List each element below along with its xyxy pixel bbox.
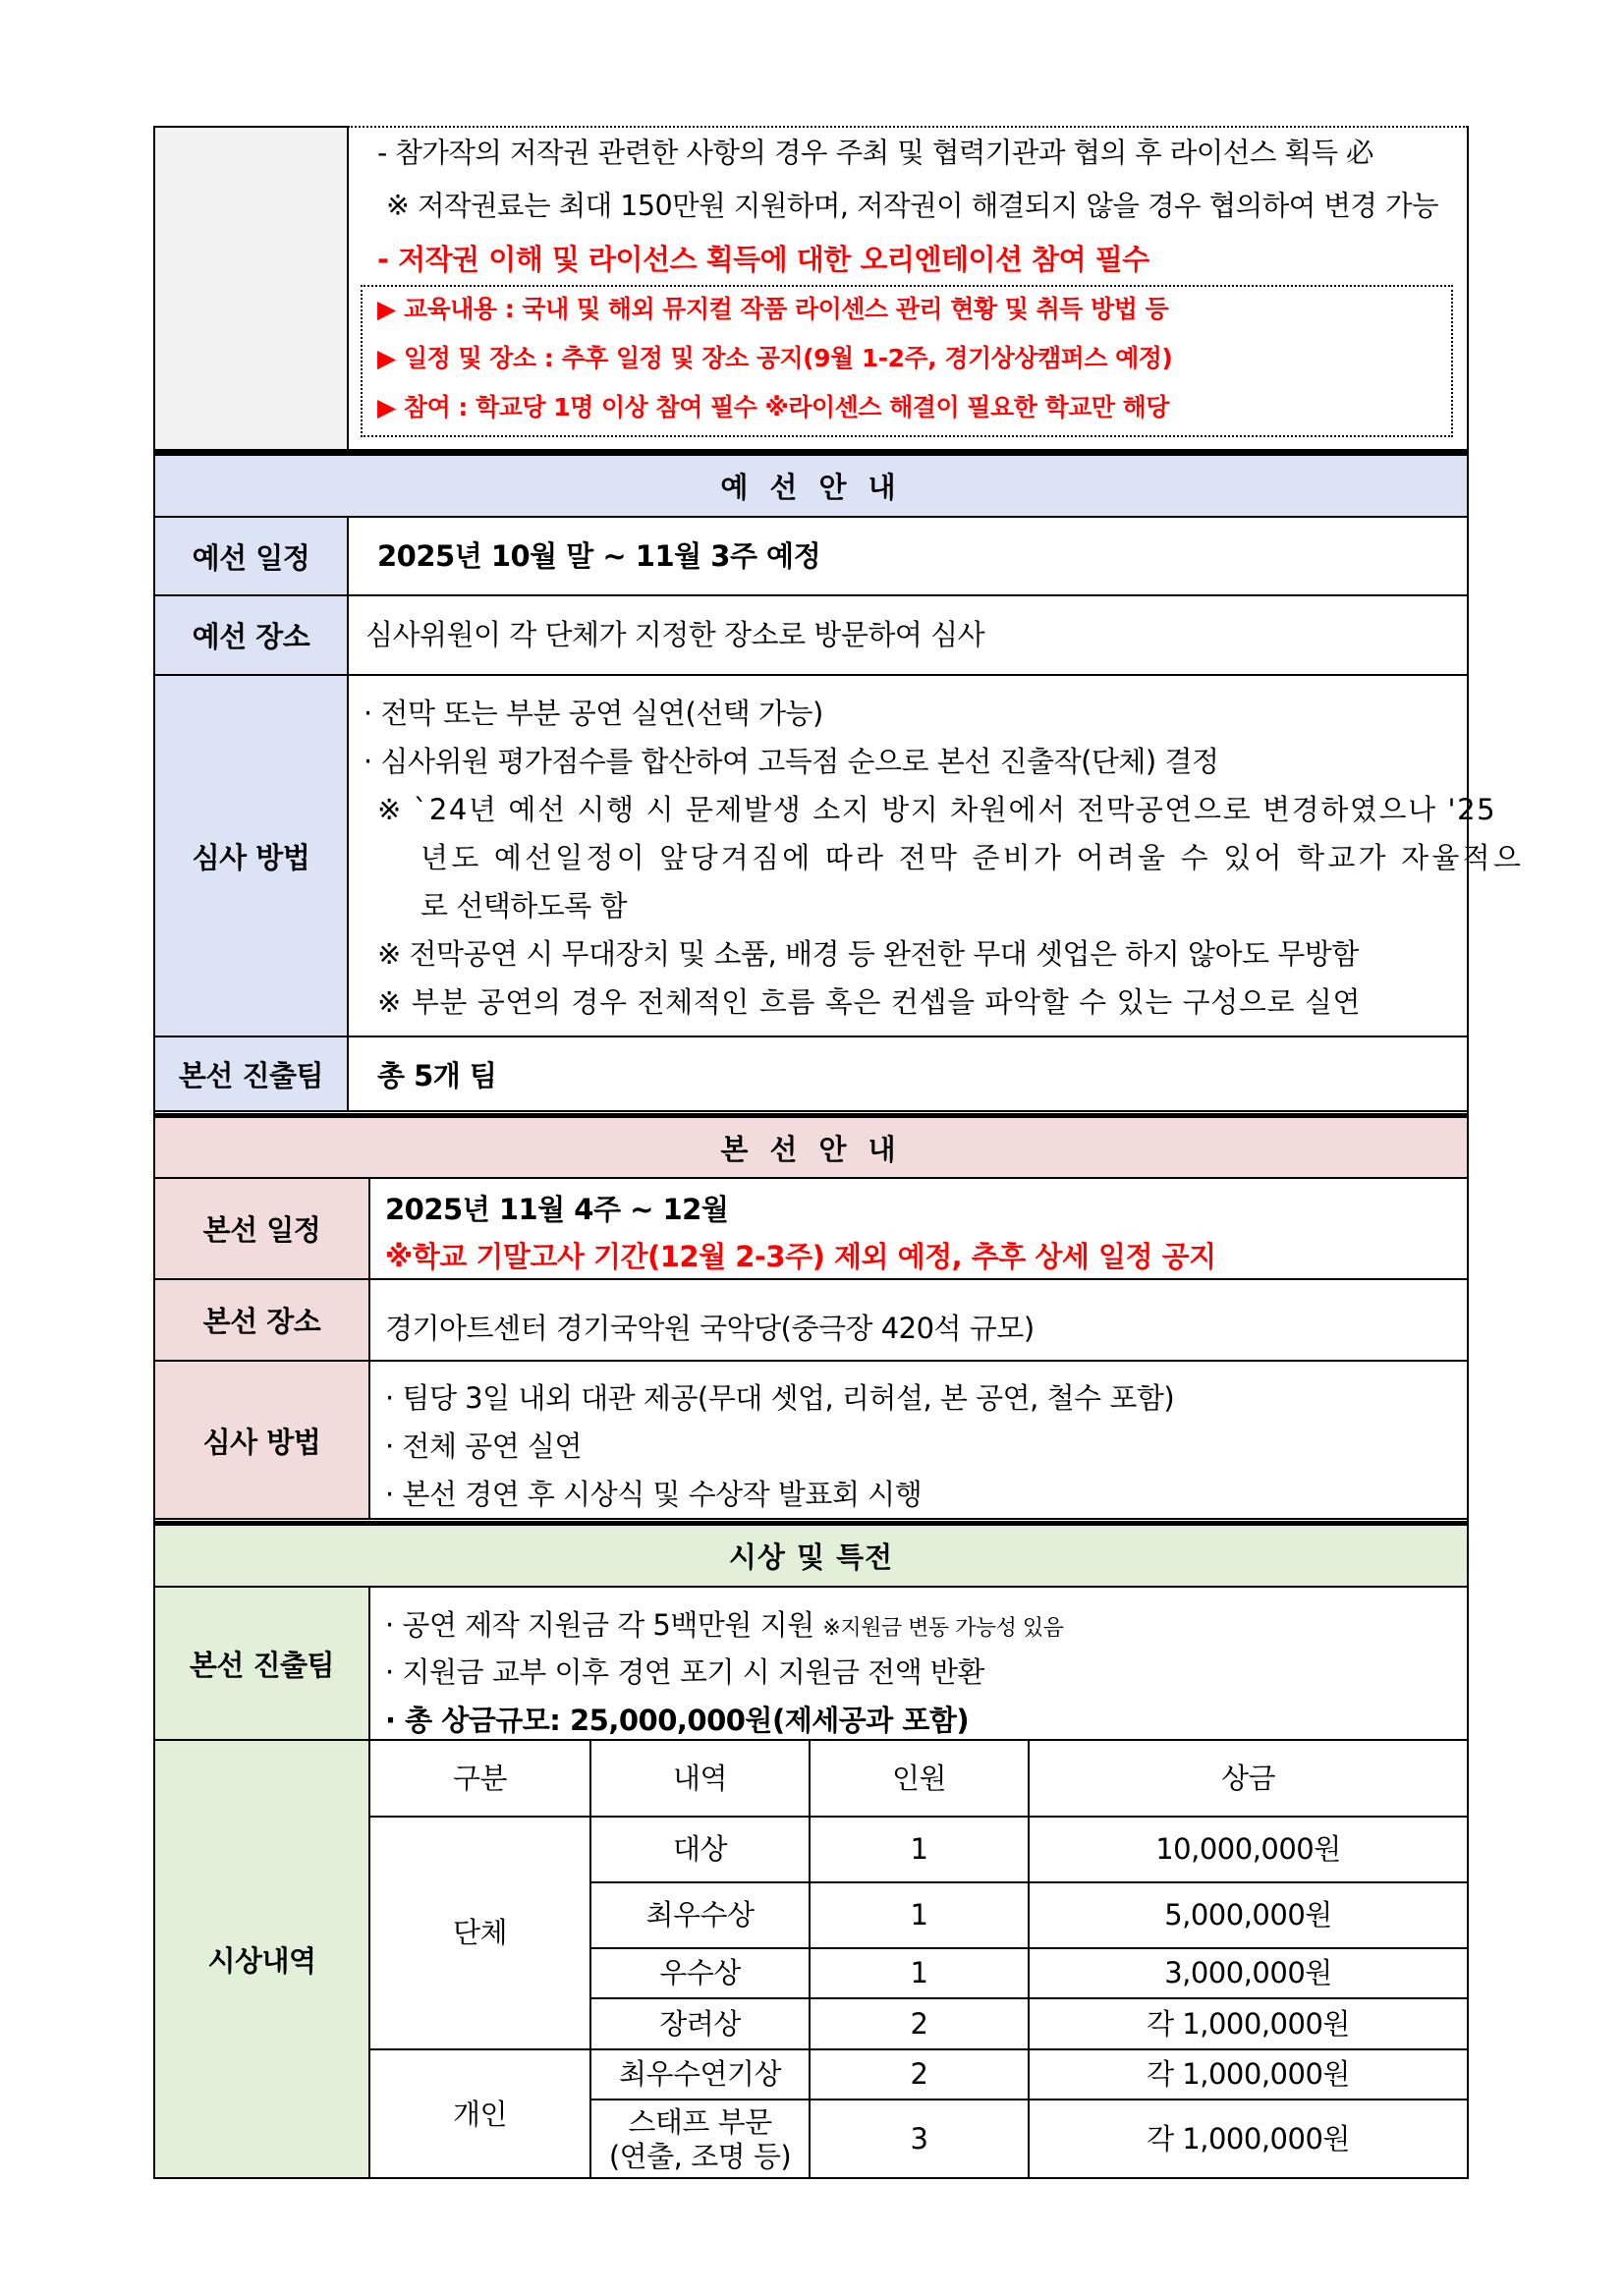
final-method-line-3: · 본선 경연 후 시상식 및 수상작 발표회 시행 <box>385 1478 923 1511</box>
awards-total-prize: · 총 상금규모: 25,000,000원(제세공과 포함) <box>385 1704 970 1737</box>
prize-row-amount: 각 1,000,000원 <box>1147 2057 1350 2092</box>
row-divider <box>153 1036 1469 1037</box>
prize-award-name: 최우수연기상 <box>618 2057 782 2092</box>
prize-row-award <box>591 1949 809 1997</box>
prize-header-category: 구분 <box>452 1761 508 1795</box>
final-schedule-value: 2025년 11월 4주 ~ 12월 <box>385 1193 729 1226</box>
prize-award-name: 최우수상 <box>645 1898 755 1932</box>
prize-row-award <box>591 1999 809 2048</box>
prize-row-count: 1 <box>910 1832 928 1867</box>
preliminary-finalists-value: 총 5개 팀 <box>377 1059 497 1092</box>
final-section-header: 본 선 안 내 <box>155 1118 1467 1177</box>
copyright-label-cell <box>154 127 347 450</box>
prize-row-amount: 10,000,000원 <box>1155 1832 1341 1867</box>
prize-award-name: 스태프 부문 <box>628 2104 772 2139</box>
awards-section-header: 시상 및 특전 <box>155 1526 1467 1586</box>
col-divider-prize-3 <box>1028 1739 1030 2179</box>
awards-finalists-line-1 <box>385 1608 1064 1642</box>
preliminary-method-note-1-cont2: 로 선택하도록 함 <box>420 889 628 923</box>
section-divider-thin <box>153 1518 1469 1520</box>
preliminary-section-header: 예 선 안 내 <box>155 456 1467 516</box>
preliminary-venue-value: 심사위원이 각 단체가 지정한 장소로 방문하여 심사 <box>365 618 985 651</box>
final-venue-label: 본선 장소 <box>155 1280 368 1360</box>
col-divider-prize-1 <box>589 1739 591 2179</box>
prize-award-sub: (연출, 조명 등) <box>608 2139 792 2173</box>
final-schedule-note: ※학교 기말고사 기간(12월 2-3주) 제외 예정, 추후 상세 일정 공지 <box>385 1240 1216 1273</box>
col-divider-preliminary <box>347 516 349 1111</box>
row-divider <box>153 594 1469 596</box>
table-bottom-border <box>153 2177 1469 2179</box>
prize-row-award <box>591 2050 809 2099</box>
prize-award-name: 장려상 <box>659 2006 741 2041</box>
prize-group-individual: 개인 <box>452 2097 508 2131</box>
orientation-education-content: ▶ 교육내용 : 국내 및 해외 뮤지컬 작품 라이센스 관리 현황 및 취득 방법 등 <box>377 295 1169 323</box>
prize-row-amount: 3,000,000원 <box>1164 1956 1332 1990</box>
orientation-schedule-venue: ▶ 일정 및 장소 : 추후 일정 및 장소 공지(9월 1-2주, 경기상상캠퍼스 예정) <box>377 344 1173 372</box>
prize-header-count: 인원 <box>891 1761 947 1795</box>
prize-row-count: 2 <box>910 2057 928 2092</box>
prize-row-count: 1 <box>910 1898 928 1932</box>
prize-award-name: 대상 <box>672 1832 728 1867</box>
support-fund-note: ※지원금 변동 가능성 있음 <box>822 1616 1064 1641</box>
prize-row-award <box>591 1883 809 1947</box>
prize-header-amount: 상금 <box>1220 1761 1276 1795</box>
prize-award-name: 우수상 <box>659 1956 741 1990</box>
final-method-label: 심사 방법 <box>155 1362 368 1519</box>
preliminary-method-note-2: ※ 전막공연 시 무대장치 및 소품, 배경 등 완전한 무대 셋업은 하지 않아도 무방함 <box>377 937 1359 971</box>
section-divider-thin <box>153 1110 1469 1112</box>
col-divider-prize-2 <box>809 1739 811 2179</box>
preliminary-method-label: 심사 방법 <box>155 676 347 1036</box>
prize-row-award <box>591 2100 809 2178</box>
row-divider <box>153 674 1469 676</box>
final-method-line-2: · 전체 공연 실연 <box>385 1429 582 1463</box>
support-fund-text: · 공연 제작 지원금 각 5백만원 지원 <box>385 1608 814 1642</box>
table-right-border <box>1467 126 1469 2179</box>
copyright-line-1: - 참가작의 저작권 관련한 사항의 경우 주최 및 협력기관과 협의 후 라이선스 획득 必 <box>377 137 1374 169</box>
prize-row-count: 3 <box>910 2122 928 2156</box>
preliminary-schedule-value: 2025년 10월 말 ~ 11월 3주 예정 <box>377 539 821 573</box>
preliminary-method-line-2: · 심사위원 평가점수를 합산하여 고득점 순으로 본선 진출작(단체) 결정 <box>364 745 1219 778</box>
prize-row-amount: 5,000,000원 <box>1164 1898 1332 1932</box>
prize-row-award <box>591 1818 809 1881</box>
awards-prize-label: 시상내역 <box>155 1741 368 2178</box>
final-method-line-1: · 팀당 3일 내외 대관 제공(무대 셋업, 리허설, 본 공연, 철수 포함) <box>385 1381 1175 1415</box>
prize-group-team: 단체 <box>452 1916 508 1950</box>
table-top-border-left <box>153 126 348 128</box>
prize-row-amount: 각 1,000,000원 <box>1147 2006 1350 2041</box>
prize-row-count: 1 <box>910 1956 928 1990</box>
prize-row-amount: 각 1,000,000원 <box>1147 2122 1350 2156</box>
orientation-required-note: - 저작권 이해 및 라이선스 획득에 대한 오리엔테이션 참여 필수 <box>377 243 1149 276</box>
preliminary-method-note-1-cont: 년도 예선일정이 앞당겨짐에 따라 전막 준비가 어려울 수 있어 학교가 자율적으 <box>420 841 1525 874</box>
preliminary-venue-label: 예선 장소 <box>155 596 347 674</box>
preliminary-method-note-3: ※ 부분 공연의 경우 전체적인 흐름 혹은 컨셉을 파악할 수 있는 구성으로 실연 <box>377 985 1362 1019</box>
col-divider-top <box>347 126 349 450</box>
orientation-participation: ▶ 참여 : 학교당 1명 이상 참여 필수 ※라이센스 해결이 필요한 학교만 해당 <box>377 393 1169 421</box>
preliminary-finalists-label: 본선 진출팀 <box>155 1037 347 1110</box>
preliminary-schedule-label: 예선 일정 <box>155 518 347 594</box>
preliminary-method-line-1: · 전막 또는 부분 공연 실연(선택 가능) <box>364 697 823 730</box>
row-divider <box>153 516 1469 518</box>
prize-header-award: 내역 <box>672 1761 728 1795</box>
table-top-border-dotted <box>348 126 1468 128</box>
col-divider-final <box>368 1177 370 1520</box>
final-schedule-label: 본선 일정 <box>155 1179 368 1278</box>
awards-finalists-line-2: · 지원금 교부 이후 경연 포기 시 지원금 전액 반환 <box>385 1655 984 1689</box>
final-venue-value: 경기아트센터 경기국악원 국악당(중극장 420석 규모) <box>385 1312 1035 1345</box>
copyright-line-2: ※ 저작권료는 최대 150만원 지원하며, 저작권이 해결되지 않을 경우 협의하여 변경 가능 <box>386 190 1439 222</box>
awards-finalists-label: 본선 진출팀 <box>155 1588 368 1739</box>
preliminary-method-note-1: ※ `24년 예선 시행 시 문제발생 소지 방지 차원에서 전막공연으로 변경하였으나 '25 <box>377 793 1497 826</box>
prize-row-count: 2 <box>910 2006 928 2041</box>
